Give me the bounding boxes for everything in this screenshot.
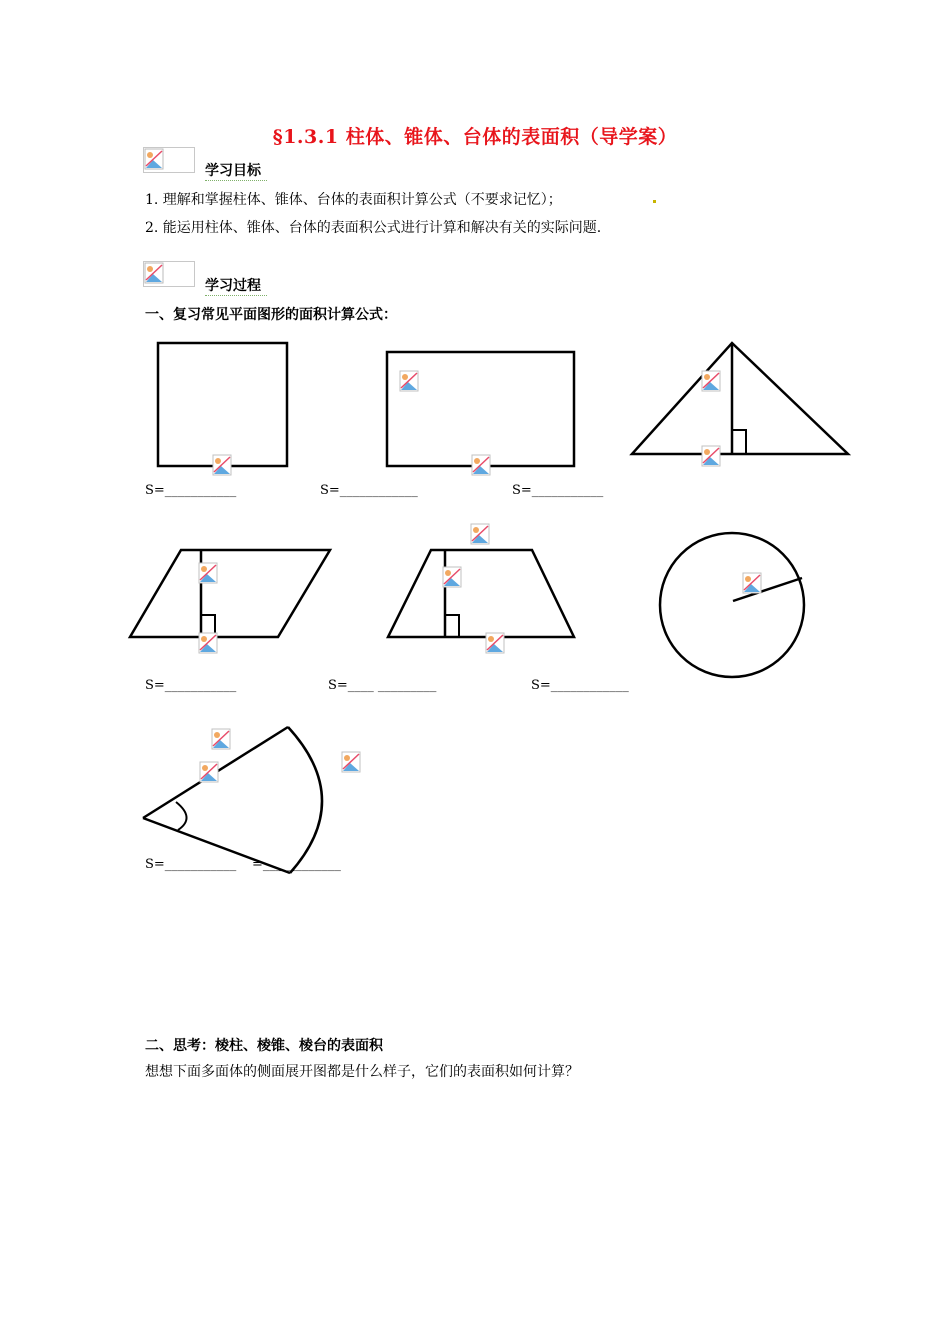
parallelogram-shape xyxy=(130,550,330,637)
area-label-parallelogram: S=___________ xyxy=(145,678,237,693)
sector-shape xyxy=(143,727,322,873)
rectangle-shape xyxy=(387,352,574,466)
part2-heading: 二、思考：棱柱、棱锥、棱台的表面积 xyxy=(145,1038,383,1054)
area-label-rectangle: S=____________ xyxy=(320,483,418,498)
broken-image-icon xyxy=(443,567,461,587)
broken-image-icon xyxy=(400,371,418,391)
area-label-trapezoid: S=____ _________ xyxy=(328,678,437,693)
area-label-square: S=___________ xyxy=(145,483,237,498)
broken-image-icon xyxy=(702,371,720,391)
area-label-triangle: S=___________ xyxy=(512,483,604,498)
broken-image-icon xyxy=(342,752,360,772)
broken-image-icon xyxy=(212,729,230,749)
broken-image-icon xyxy=(199,633,217,653)
circle-shape xyxy=(660,533,804,677)
area-label-sector: S=___________ xyxy=(145,857,237,872)
broken-image-icon xyxy=(200,762,218,782)
triangle-shape xyxy=(632,343,848,454)
process-heading: 学习过程 xyxy=(205,275,267,296)
area-label-sector-alt: =____________ xyxy=(252,857,341,872)
objective-item-1: 1. 理解和掌握柱体、锥体、台体的表面积计算公式（不要求记忆）； xyxy=(145,192,562,208)
broken-image-icon xyxy=(199,563,217,583)
trapezoid-shape xyxy=(388,550,574,637)
broken-image-icon xyxy=(472,455,490,475)
broken-image-icon xyxy=(471,524,489,544)
objectives-heading: 学习目标 xyxy=(205,160,267,181)
broken-image-icon xyxy=(486,633,504,653)
objective-item-2: 2. 能运用柱体、锥体、台体的表面积公式进行计算和解决有关的实际问题. xyxy=(145,220,602,236)
square-shape xyxy=(158,343,287,466)
broken-image-icon xyxy=(213,455,231,475)
broken-image-icon xyxy=(702,446,720,466)
part1-heading: 一、复习常见平面图形的面积计算公式： xyxy=(145,307,397,323)
page-title: §1.3.1 柱体、锥体、台体的表面积（导学案） xyxy=(272,126,678,148)
area-label-circle: S=____________ xyxy=(531,678,629,693)
broken-image-icon xyxy=(743,573,761,593)
part2-text: 想想下面多面体的侧面展开图都是什么样子，它们的表面积如何计算？ xyxy=(145,1064,579,1080)
